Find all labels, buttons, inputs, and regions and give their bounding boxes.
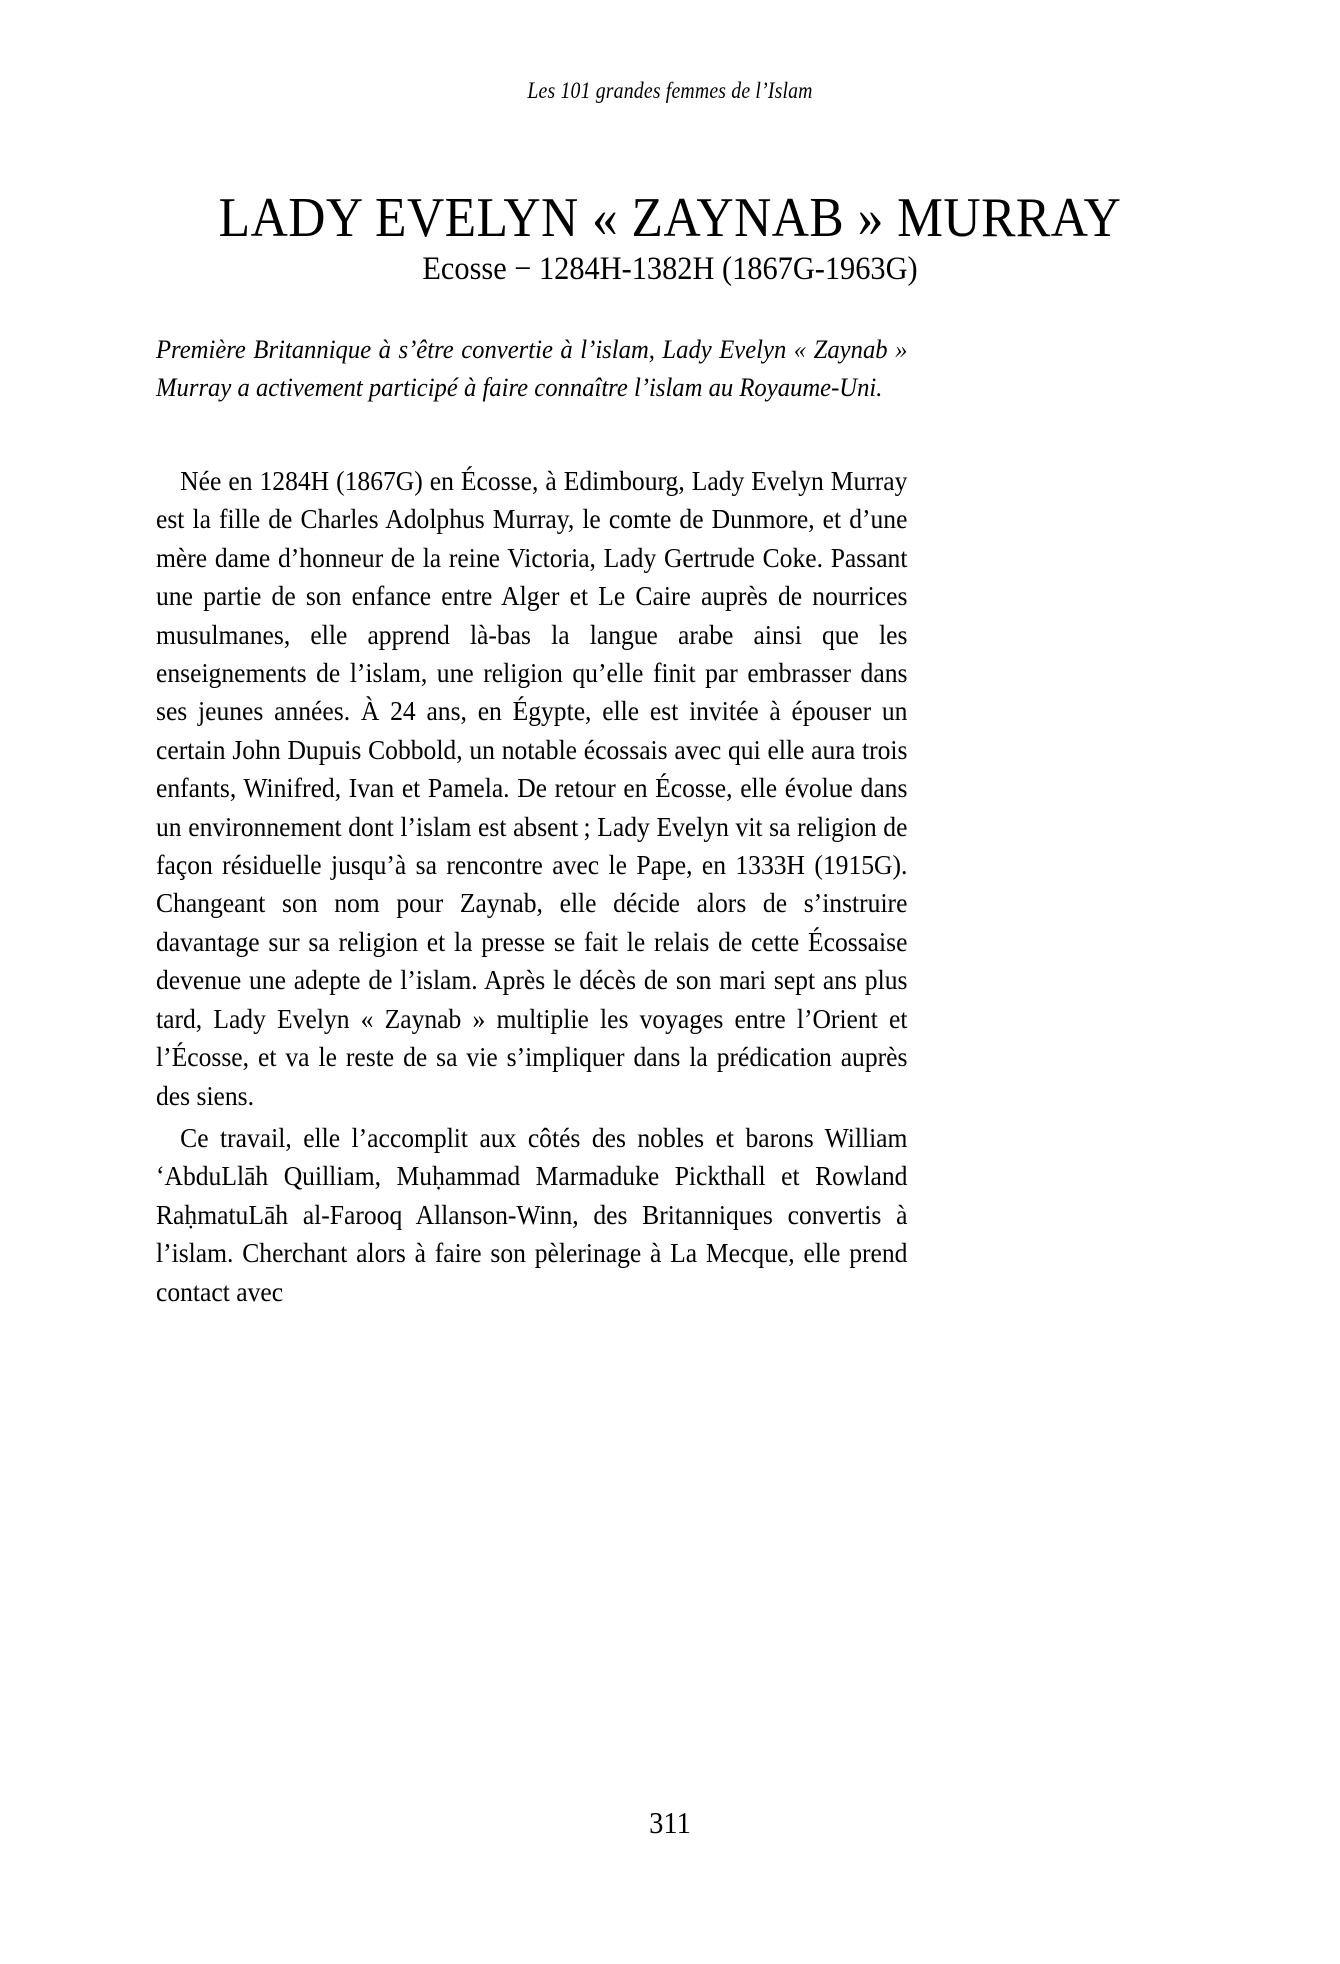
body-paragraph-1-text: Née en 1284H (1867G) en Écosse, à Edimbourg, Lady Evelyn Murray est la fille de Charles Adolphus Murray, le comte de Dunmore, et d’une mère dame d’honneur de la reine Victoria, Lady Gertrude Coke. Passant une partie de son enfance entre Alger et Le Caire auprès de nourrices musulmanes, elle apprend là-bas la langue arabe ainsi que les enseignements de l’islam, une religion qu’elle finit par embrasser dans ses jeunes années. À 24 ans, en Égypte, elle est invitée à épouser un certain John Dupuis Cobbold, un notable écossais avec qui elle aura trois enfants, Winifred, Ivan et Pamela. De retour en Écosse, elle évolue dans un environnement dont l’islam est absent ; Lady Evelyn vit sa religion de façon résiduelle jusqu’à sa rencontre avec le Pape, en 1333H (1915G). Changeant son nom pour Zaynab, elle décide alors de s’instruire davantage sur sa religion et la presse se fait le relais de cette Écossaise devenue une adepte de l’islam. Après le décès de son mari sept ans plus tard, Lady Evelyn « Zaynab » multiplie les voyages entre l’Orient et l’Écosse, et va le reste de sa vie s’impliquer dans la prédication auprès des siens.	[156, 465, 908, 1111]
body-paragraph-2	[156, 1119, 907, 1311]
body-paragraph-2-text: Ce travail, elle l’accomplit aux côtés des nobles et barons William ‘AbduLlāh Quilliam, Muḥammad Marmaduke Pickthall et Rowland RaḥmatuLāh al-Farooq Allanson-Winn, des Britanniques convertis à l’islam. Cherchant alors à faire son pèlerinage à La Mecque, elle prend contact avec	[156, 1121, 908, 1307]
body-paragraph-1	[156, 462, 907, 1115]
entry-subtitle: Ecosse − 1284H-1382H (1867G-1963G)	[422, 251, 918, 288]
text-column	[156, 330, 908, 1311]
page-number: 311	[649, 1805, 691, 1840]
page-title: LADY EVELYN « ZAYNAB » MURRAY	[218, 186, 1122, 249]
lede-paragraph: Première Britannique à s’être convertie à l’islam, Lady Evelyn « Zaynab » Murray a activement participé à faire connaître l’islam au Royaume-Uni.	[156, 334, 908, 402]
running-head: Les 101 grandes femmes de l’Islam	[527, 78, 813, 103]
